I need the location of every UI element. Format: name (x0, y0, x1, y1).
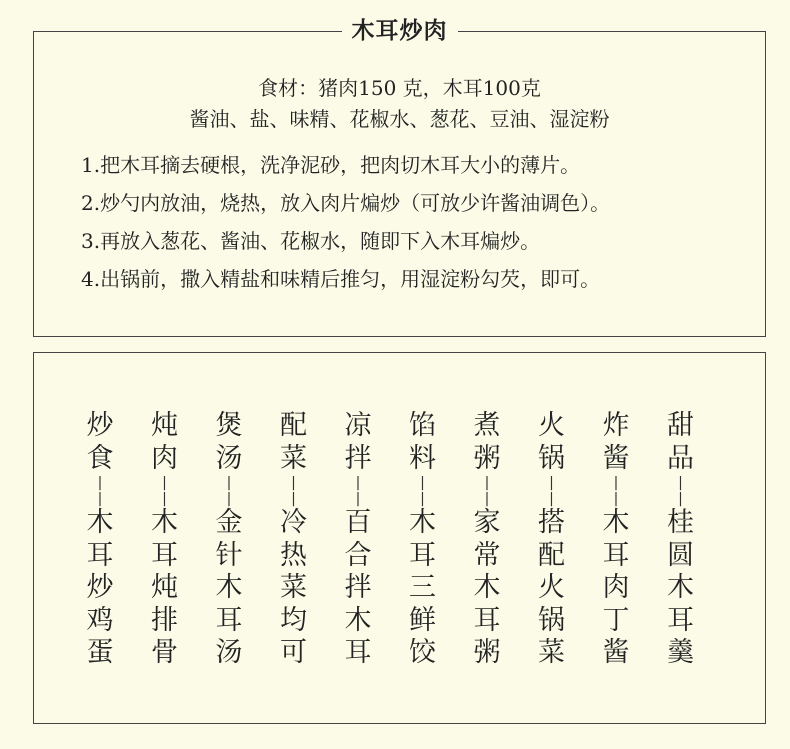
dash-divider: | (420, 491, 425, 507)
dash-divider: | (549, 475, 554, 491)
dish-char: 煮 (473, 410, 501, 441)
dish-char: 菜 (280, 442, 307, 474)
dish-char: 耳 (602, 539, 630, 571)
dish-char: 炖 (151, 572, 178, 603)
dish-char: 家 (473, 507, 501, 538)
dish-char: 肉 (602, 572, 630, 603)
dish-char: 粥 (473, 637, 501, 668)
dish-char: 炸 (602, 410, 630, 441)
dish-char: 煲 (215, 410, 243, 441)
dash-divider: | (549, 491, 554, 507)
recipe-title: 木耳炒肉 (342, 15, 458, 47)
dash-divider: | (678, 491, 683, 507)
dish-char: 肉 (151, 442, 178, 474)
dish-char: 热 (280, 539, 307, 571)
step-3: 3.再放入葱花、酱油、花椒水，随即下入木耳煸炒。 (81, 229, 541, 253)
dish-column (277, 410, 311, 670)
dish-char: 排 (151, 604, 178, 636)
dish-column (535, 410, 569, 670)
dash-divider: | (420, 475, 425, 491)
dish-char: 冷 (280, 507, 307, 538)
dish-char: 木 (473, 572, 501, 603)
dash-divider: | (484, 475, 490, 491)
dish-char: 耳 (473, 604, 501, 636)
dish-char: 炒 (86, 410, 114, 441)
dish-char: 木 (215, 572, 243, 603)
dish-char: 木 (602, 507, 630, 538)
dish-column (664, 410, 698, 670)
seasonings-line: 酱油、盐、味精、花椒水、葱花、豆油、湿淀粉 (189, 107, 610, 131)
dish-char: 骨 (151, 637, 178, 668)
step-1: 1.把木耳摘去硬根，洗净泥砂，把肉切木耳大小的薄片。 (81, 153, 581, 177)
dish-char: 配 (538, 539, 565, 571)
dash-divider: | (162, 475, 167, 491)
dish-char: 凉 (344, 410, 372, 441)
dish-ideas-box (33, 352, 766, 724)
ingredients-line: 食材：猪肉150 克，木耳100克 (258, 76, 541, 100)
dish-char: 合 (344, 539, 372, 571)
dish-char: 酱 (602, 637, 630, 668)
dash-divider: | (484, 491, 490, 507)
dish-char: 均 (280, 604, 307, 636)
dish-char: 火 (538, 572, 565, 603)
dish-char: 耳 (215, 604, 243, 636)
dish-char: 耳 (667, 604, 694, 636)
dish-char: 汤 (215, 637, 243, 668)
dish-char: 食 (86, 442, 114, 474)
dish-char: 菜 (538, 637, 565, 668)
dash-divider: | (226, 475, 232, 491)
dish-char: 搭 (538, 507, 565, 538)
dish-char: 耳 (344, 637, 372, 668)
dish-char: 火 (538, 410, 565, 441)
dish-column (341, 410, 375, 670)
dish-char: 甜 (667, 410, 694, 441)
dish-column (599, 410, 633, 670)
dish-column (212, 410, 246, 670)
dash-divider: | (355, 491, 361, 507)
dish-char: 羹 (667, 637, 694, 668)
step-4: 4.出锅前，撒入精盐和味精后推匀，用湿淀粉勾芡，即可。 (81, 267, 601, 291)
dish-char: 炒 (86, 572, 114, 603)
dish-char: 耳 (409, 539, 436, 571)
dish-char: 百 (344, 507, 372, 538)
recipe-box (33, 17, 766, 337)
dish-char: 木 (409, 507, 436, 538)
dish-char: 酱 (602, 442, 630, 474)
dish-char: 三 (409, 572, 436, 603)
dish-char: 针 (215, 539, 243, 571)
dish-char: 饺 (409, 637, 436, 668)
dish-char: 馅 (409, 410, 436, 441)
dish-char: 丁 (602, 604, 630, 636)
dish-char: 蛋 (86, 637, 114, 668)
dish-char: 料 (409, 442, 436, 474)
dish-char: 粥 (473, 442, 501, 474)
dish-char: 锅 (538, 604, 565, 636)
dish-char: 鸡 (86, 604, 114, 636)
dash-divider: | (355, 475, 361, 491)
dish-char: 拌 (344, 572, 372, 603)
dish-char: 拌 (344, 442, 372, 474)
dish-char: 鲜 (409, 604, 436, 636)
dash-divider: | (162, 491, 167, 507)
dish-char: 配 (280, 410, 307, 441)
dash-divider: | (291, 491, 296, 507)
dish-char: 木 (86, 507, 114, 538)
dish-columns (34, 410, 765, 690)
dish-char: 桂 (667, 507, 694, 538)
dish-char: 耳 (86, 539, 114, 571)
dish-column (406, 410, 440, 670)
dish-char: 可 (280, 637, 307, 668)
dash-divider: | (613, 491, 619, 507)
dash-divider: | (226, 491, 232, 507)
step-2: 2.炒勺内放油，烧热，放入肉片煸炒（可放少许酱油调色）。 (81, 191, 611, 215)
dish-char: 菜 (280, 572, 307, 603)
dash-divider: | (678, 475, 683, 491)
dish-char: 木 (667, 572, 694, 603)
dish-char: 锅 (538, 442, 565, 474)
dish-char: 常 (473, 539, 501, 571)
dash-divider: | (291, 475, 296, 491)
dash-divider: | (613, 475, 619, 491)
dash-divider: | (97, 475, 103, 491)
dish-char: 木 (151, 507, 178, 538)
dish-column (148, 410, 182, 670)
dish-char: 品 (667, 442, 694, 474)
dish-char: 圆 (667, 539, 694, 571)
dish-column (83, 410, 117, 670)
dish-char: 炖 (151, 410, 178, 441)
dish-column (470, 410, 504, 670)
dish-char: 汤 (215, 442, 243, 474)
dish-char: 金 (215, 507, 243, 538)
dash-divider: | (97, 491, 103, 507)
dish-char: 木 (344, 604, 372, 636)
dish-char: 耳 (151, 539, 178, 571)
steps-list (81, 152, 765, 304)
